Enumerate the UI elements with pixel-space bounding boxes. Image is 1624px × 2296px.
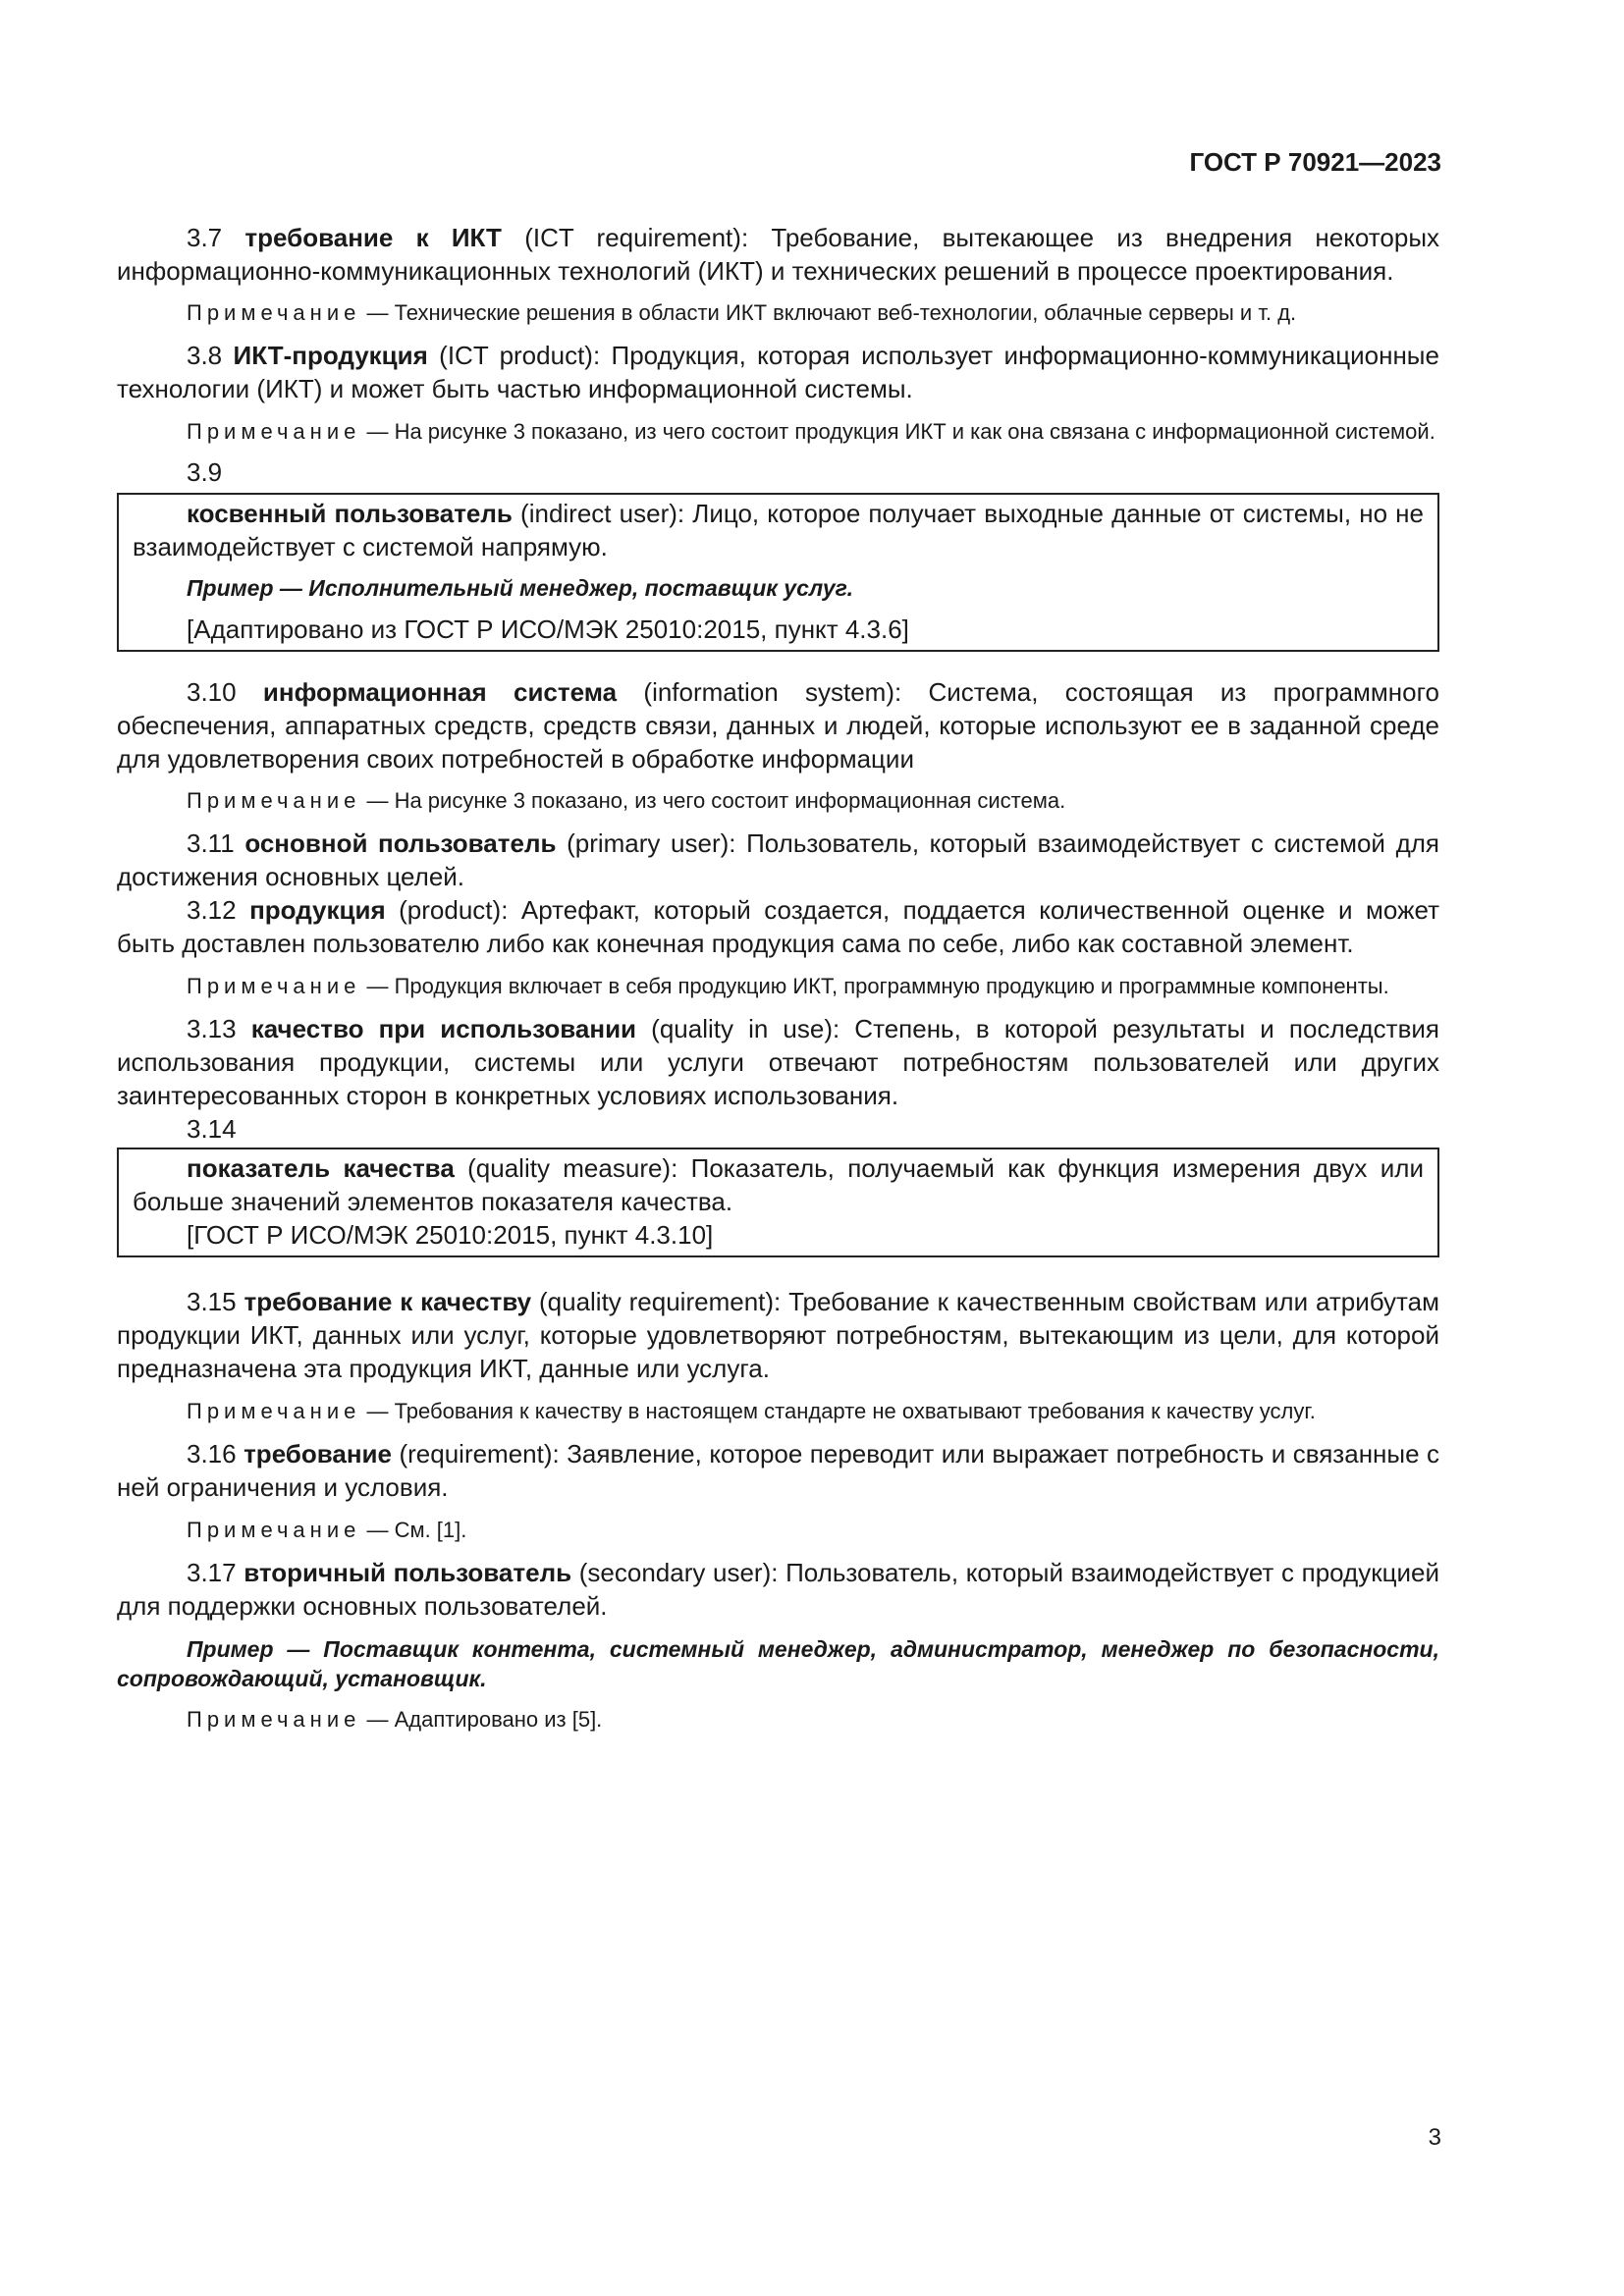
note-label: Примечание (187, 1707, 361, 1732)
definition-3-11 (117, 827, 1439, 893)
definition-text: : Система, состоящая из программного обеспечения, аппаратных средств, средств связи, данных и людей, которые используют ее в заданной среде для удовлетворения своих потребностей в обработке информации (117, 677, 1439, 774)
definition-3-14 (133, 1151, 1424, 1218)
clause-number: 3.11 (187, 828, 235, 858)
term: требование (244, 1439, 392, 1468)
term: вторичный пользователь (244, 1558, 572, 1587)
note-label: Примечание (187, 788, 361, 813)
clause-number-3-9: 3.9 (187, 457, 223, 487)
definition-3-7 (117, 221, 1439, 288)
definition-text: : Лицо, которое получает выходные данные от системы, но не взаимодействует с системой напрямую. (133, 499, 1424, 561)
definition-text: : Степень, в которой результаты и последствия использования продукции, системы или услуги отвечают потребностям пользователей или других заинтересованных сторон в конкретных условиях использования. (117, 1014, 1439, 1110)
english-term: (quality in use) (651, 1014, 833, 1043)
note-label: Примечание (187, 974, 361, 998)
clause-number: 3.12 (187, 895, 237, 925)
note-3-12 (117, 972, 1439, 1000)
note-text: — Требования к качеству в настоящем стандарте не охватывают требования к качеству услуг. (360, 1399, 1316, 1423)
english-term: (quality requirement) (538, 1287, 775, 1316)
term: косвенный пользователь (187, 499, 513, 528)
term: требование к качеству (244, 1287, 532, 1316)
clause-number: 3.15 (187, 1287, 237, 1316)
english-term: (ICT product) (439, 341, 593, 370)
clause-number: 3.13 (187, 1014, 237, 1043)
clause-number: 3.17 (187, 1558, 237, 1587)
term: качество при использовании (250, 1014, 637, 1043)
term: ИКТ-продукция (233, 341, 428, 370)
note-label: Примечание (187, 1399, 361, 1423)
note-3-17 (117, 1705, 1439, 1734)
clause-number: 3.10 (187, 677, 237, 707)
english-term: (requirement) (399, 1439, 553, 1468)
clause-number: 3.7 (187, 223, 223, 252)
note-3-7 (117, 298, 1439, 327)
definition-3-8 (117, 339, 1439, 405)
note-3-10 (117, 786, 1439, 815)
definition-3-16 (117, 1437, 1439, 1504)
definitions-body (117, 221, 1439, 1734)
term: показатель качества (187, 1153, 455, 1183)
clause-number-3-14: 3.14 (187, 1114, 237, 1144)
definition-3-15 (117, 1285, 1439, 1385)
note-text: — На рисунке 3 показано, из чего состоит продукция ИКТ и как она связана с информационной системой. (360, 419, 1435, 444)
note-text: — См. [1]. (360, 1518, 467, 1542)
definition-3-9 (133, 497, 1424, 563)
note-text: — На рисунке 3 показано, из чего состоит информационная система. (360, 788, 1066, 813)
definition-text: : Продукция, которая использует информационно-коммуникационные технологии (ИКТ) и может быть частью информационной системы. (117, 341, 1439, 403)
note-3-8 (117, 417, 1439, 446)
term: продукция (249, 895, 386, 925)
note-3-15 (117, 1397, 1439, 1425)
definition-3-17 (117, 1556, 1439, 1623)
definition-text: : Требование к качественным свойствам или атрибутам продукции ИКТ, данных или услуг, которые удовлетворяют потребностям, вытекающим из цели, для которой предназначена эта продукция ИКТ, данные или услуга. (117, 1287, 1439, 1383)
english-term: (primary user) (567, 828, 730, 858)
note-text: — Продукция включает в себя продукцию ИКТ, программную продукцию и программные компоненты. (360, 974, 1389, 998)
note-3-16 (117, 1516, 1439, 1544)
note-label: Примечание (187, 419, 361, 444)
definition-3-12 (117, 893, 1439, 960)
definition-text: : Пользователь, который взаимодействует с продукцией для поддержки основных пользователей. (117, 1558, 1440, 1621)
page-number: 3 (1428, 2124, 1441, 2151)
term: информационная система (262, 677, 618, 707)
standard-designation: ГОСТ Р 70921—2023 (1189, 147, 1441, 177)
clause-number: 3.16 (187, 1439, 237, 1468)
english-term: (information system) (643, 677, 894, 707)
definition-text: : Требование, вытекающее из внедрения некоторых информационно-коммуникационных технологий (ИКТ) и технических решений в процессе проектирования. (117, 223, 1440, 286)
english-term: (ICT requirement) (524, 223, 741, 252)
note-label: Примечание (187, 300, 361, 325)
definition-text: : Пользователь, который взаимодействует с системой для достижения основных целей. (117, 828, 1439, 891)
english-term: (indirect user) (520, 499, 677, 528)
quoted-definition-box-3-9 (117, 493, 1439, 652)
quoted-definition-box-3-14 (117, 1148, 1439, 1257)
english-term: (secondary user) (578, 1558, 772, 1587)
term: основной пользователь (244, 828, 557, 858)
english-term: (quality measure) (467, 1153, 672, 1183)
clause-number: 3.8 (187, 341, 223, 370)
note-label: Примечание (187, 1518, 361, 1542)
source-reference-3-9: [Адаптировано из ГОСТ Р ИСО/МЭК 25010:2015, пункт 4.3.6] (187, 614, 909, 644)
english-term: (product) (399, 895, 502, 925)
example-3-9: Пример — Исполнительный менеджер, поставщик услуг. (187, 575, 854, 601)
source-reference-3-14: [ГОСТ Р ИСО/МЭК 25010:2015, пункт 4.3.10] (187, 1220, 714, 1250)
definition-3-10 (117, 675, 1439, 775)
note-text: — Адаптировано из [5]. (360, 1707, 603, 1732)
definition-3-13 (117, 1012, 1439, 1112)
definition-text: : Артефакт, который создается, поддается количественной оценке и может быть доставлен пользователю либо как конечная продукция сама по себе, либо как составной элемент. (117, 895, 1439, 958)
term: требование к ИКТ (244, 223, 502, 252)
definition-text: : Заявление, которое переводит или выражает потребность и связанные с ней ограничения и условия. (117, 1439, 1440, 1502)
note-text: — Технические решения в области ИКТ включают веб-технологии, облачные серверы и т. д. (360, 300, 1297, 325)
definition-text: : Показатель, получаемый как функция измерения двух или больше значений элементов показателя качества. (133, 1153, 1424, 1216)
example-3-17: Пример — Поставщик контента, системный менеджер, администратор, менеджер по безопасности, сопровождающий, установщик. (117, 1636, 1439, 1691)
